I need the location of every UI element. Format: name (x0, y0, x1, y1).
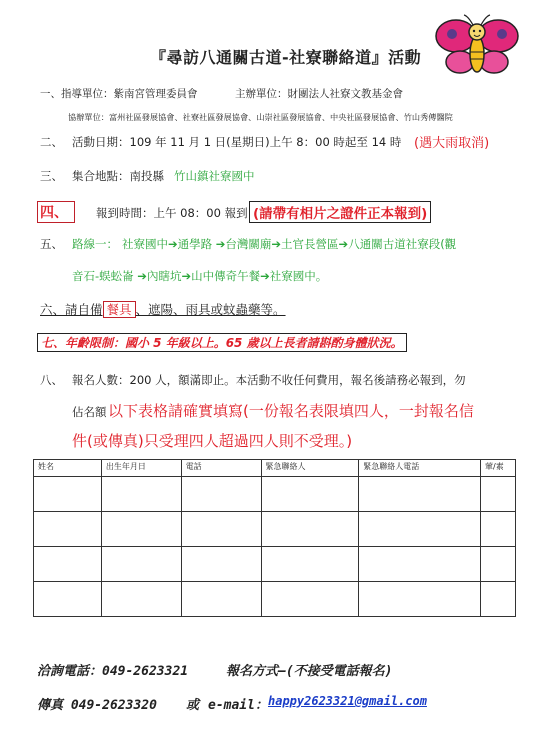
email-label: e-mail： (208, 698, 268, 713)
bring-items (40, 300, 286, 318)
registration-line-2-prefix: 佔名額 (72, 405, 107, 419)
bring-items-prefix: 六、請自備 (40, 302, 103, 317)
rain-cancel-note: (遇大雨取消) (414, 136, 490, 151)
section-5-number: 五、 (40, 237, 63, 251)
tableware-highlight: 餐具 (103, 301, 136, 318)
registration-line-1: 報名人數：200 人，額滿即止。本活動不收任何費用，報名後請務必報到，勿 (72, 373, 466, 387)
header-diet: 葷/素 (481, 460, 516, 477)
section-8-number: 八、 (40, 373, 63, 387)
form-instruction-2: 件(或傳真)只受理四人超過四人則不受理。) (72, 432, 353, 450)
table-row[interactable] (34, 477, 516, 512)
age-limit: 七、年齡限制：國小 5 年級以上。65 歲以上長者請斟酌身體狀況。 (37, 333, 407, 352)
meeting-place-label: 集合地點：南投縣 (72, 169, 164, 183)
co-organizers: 協辦單位：富州社區發展協會、社寮社區發展協會、山崇社區發展協會、中央社區發展協會、竹山秀傳醫院 (68, 112, 453, 122)
table-header-row (34, 460, 516, 477)
table-row[interactable] (34, 512, 516, 547)
page-title: 『尋訪八通關古道-社寮聯絡道』活動 (150, 48, 422, 67)
route-label: 路線一： (72, 237, 118, 251)
section-2-number: 二、 (40, 135, 63, 149)
fax-number: 傳真 049-2623320 (37, 698, 157, 713)
meeting-place: 竹山鎮社寮國中 (174, 169, 255, 183)
guide-unit: 一、指導單位：紫南宮管理委員會 (40, 88, 198, 100)
section-3-number: 三、 (40, 169, 63, 183)
checkin-time: 報到時間：上午 08：00 報到 (96, 206, 248, 220)
registration-table (33, 459, 516, 617)
inquiry-phone: 洽詢電話：049-2623321 (37, 664, 189, 679)
route-line-2: 音石-蜈蚣崙 ➔內瞎坑➔山中傳奇午餐➔社寮國中。 (72, 269, 328, 283)
activity-date: 活動日期：109 年 11 月 1 日(星期日)上午 8：00 時起至 14 時 (72, 135, 402, 149)
bring-items-suffix: 、遮陽、雨具或蚊蟲藥等。 (135, 302, 286, 317)
header-name: 姓名 (34, 460, 102, 477)
email-link[interactable]: happy2623321@gmail.com (268, 694, 427, 708)
section-4-number: 四、 (37, 201, 75, 223)
header-phone: 電話 (181, 460, 261, 477)
header-emergency-contact: 緊急聯絡人 (261, 460, 359, 477)
host-unit: 主辦單位：財團法人社寮文教基金會 (235, 88, 403, 100)
header-emergency-phone: 緊急聯絡人電話 (359, 460, 481, 477)
registration-method: 報名方式—(不接受電話報名) (226, 664, 393, 679)
table-row[interactable] (34, 547, 516, 582)
or-text: 或 (186, 698, 200, 713)
table-row[interactable] (34, 582, 516, 617)
route-line-1: 社寮國中➔通學路 ➔台灣關廟➔土官長營區➔八通關古道社寮段(觀 (122, 237, 457, 251)
id-reminder: (請帶有相片之證件正本報到) (249, 201, 431, 223)
butterfly-icon (432, 12, 522, 82)
header-birthdate: 出生年月日 (101, 460, 181, 477)
form-instruction-1: 以下表格請確實填寫(一份報名表限填四人，一封報名信 (108, 402, 474, 420)
